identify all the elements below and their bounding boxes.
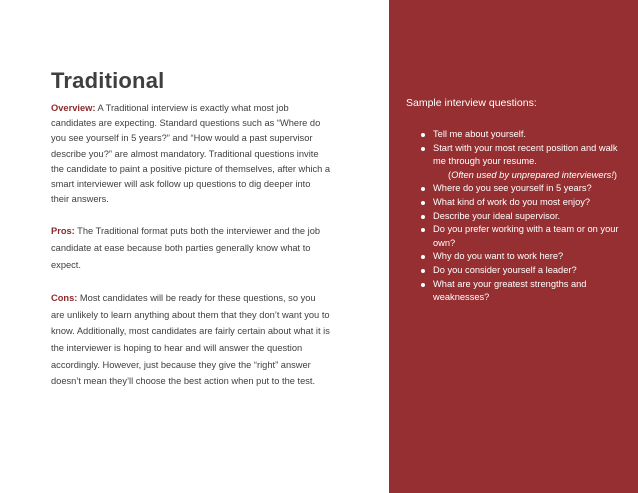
list-item: [421, 250, 629, 264]
sidebar-panel: [389, 0, 638, 493]
pros-text: The Traditional format puts both the interviewer and the job candidate at ease because both parties generally know what to expect.: [51, 226, 321, 270]
cons-label: Cons:: [51, 293, 78, 304]
bullet-icon: [421, 283, 425, 287]
question-text: Why do you want to work here?: [433, 251, 564, 262]
question-text: What kind of work do you most enjoy?: [433, 196, 591, 207]
question-note: (Often used by unprepared interviewers!): [448, 169, 618, 180]
bullet-icon: [421, 215, 425, 219]
question-text: Start with your most recent position and walk me through your resume.: [433, 142, 618, 167]
list-item: [421, 278, 629, 305]
cons-paragraph: [51, 290, 331, 390]
question-list: [421, 128, 629, 305]
bullet-icon: [421, 228, 425, 232]
bullet-icon: [421, 133, 425, 137]
list-item: [421, 142, 629, 169]
note-text: Often used by unprepared interviewers!: [451, 169, 614, 180]
bullet-icon: [421, 269, 425, 273]
overview-paragraph: [51, 101, 331, 207]
question-text: Do you prefer working with a team or on your own?: [433, 224, 619, 248]
cons-text: Most candidates will be ready for these questions, so you are unlikely to learn anything about them that they don’t want you to know. Additionally, most candidates are fairly certain about what it is the interviewer is hoping to hear and will answer the question accordingly. However, just because they give the “right” answer doesn’t mean they’ll choose the best action when put to the test.: [51, 293, 330, 387]
question-text: Tell me about yourself.: [433, 129, 527, 139]
question-text: What are your greatest strengths and weaknesses?: [433, 278, 587, 303]
list-item: [421, 128, 629, 142]
left-column: [51, 68, 331, 390]
list-item: [421, 182, 629, 196]
list-item: [421, 196, 629, 210]
panel-heading: Sample interview questions:: [406, 97, 537, 109]
bullet-icon: [421, 147, 425, 151]
pros-paragraph: [51, 223, 331, 273]
pros-label: Pros:: [51, 226, 75, 237]
section-title: Traditional: [51, 68, 165, 93]
overview-text: A Traditional interview is exactly what most job candidates are expecting. Standard questions such as “Where do you see yourself in 5 years?” and “How would a past supervisor describe you?” are almost mandatory. Traditional questions invite the candidate to paint a positive picture of themselves, after which a smart interviewer will ask follow up questions to dig deeper into their answers.: [51, 103, 331, 205]
bullet-icon: [421, 201, 425, 205]
list-item: [421, 264, 629, 278]
question-text: Where do you see yourself in 5 years?: [433, 183, 592, 194]
overview-label: Overview:: [51, 103, 96, 113]
bullet-icon: [421, 255, 425, 259]
bullet-icon: [421, 187, 425, 191]
question-text: Do you consider yourself a leader?: [433, 264, 577, 275]
list-item: [421, 223, 629, 250]
list-item: [421, 210, 629, 224]
question-text: Describe your ideal supervisor.: [433, 210, 561, 221]
